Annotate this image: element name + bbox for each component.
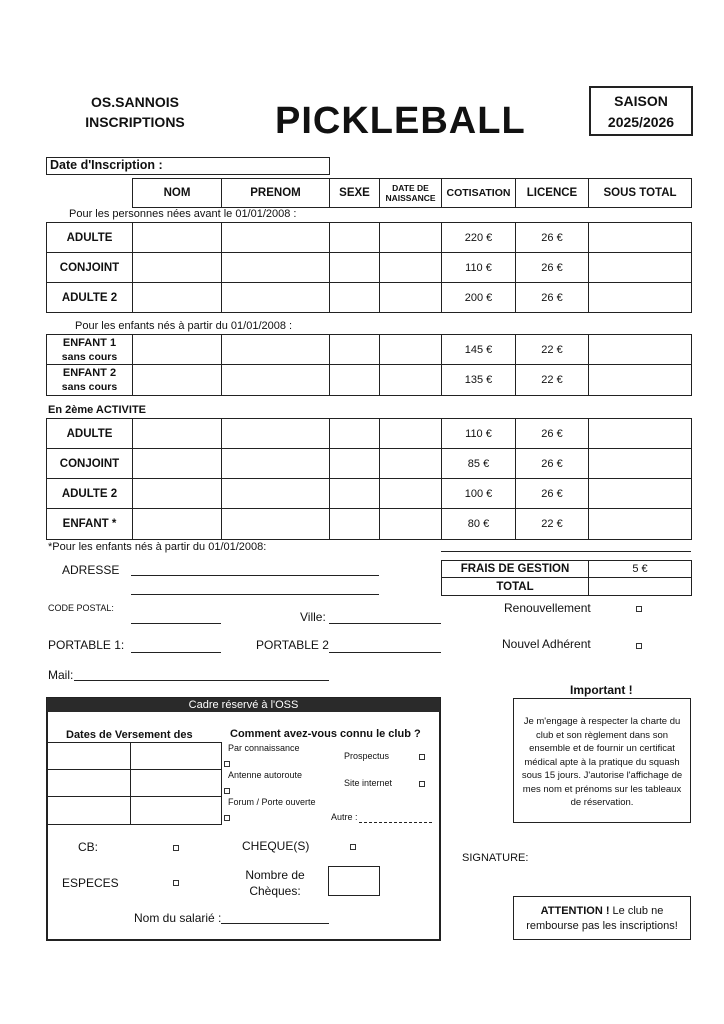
- cotisation-value: 85 €: [441, 448, 516, 479]
- season-box: [589, 86, 693, 136]
- cb-label: CB:: [78, 840, 99, 854]
- divider: [441, 551, 691, 552]
- portable1-label: PORTABLE 1:: [48, 638, 125, 652]
- prospectus-label: Prospectus: [344, 751, 390, 761]
- prenom-input[interactable]: [221, 508, 330, 540]
- row-label: CONJOINT: [46, 252, 133, 283]
- important-text: Je m'engage à respecter la charte du club et son règlement dans son ensemble et de fournir un certificat médical apte à la pratique du squash sous 15 jours. J'autorise l'affichage de mes nom et prénoms sur les tableaux de réservation.: [521, 716, 683, 808]
- sexe-input[interactable]: [329, 448, 380, 479]
- sexe-input[interactable]: [329, 418, 380, 449]
- club-line-2: INSCRIPTIONS: [85, 114, 185, 130]
- sous-total-input[interactable]: [588, 222, 692, 253]
- cotisation-value: 110 €: [441, 418, 516, 449]
- frais-label: FRAIS DE GESTION: [441, 560, 589, 578]
- licence-value: 22 €: [515, 508, 589, 540]
- cheques-label: CHEQUE(S): [242, 839, 310, 853]
- prospectus-checkbox[interactable]: [419, 754, 425, 760]
- licence-value: 26 €: [515, 252, 589, 283]
- nom-input[interactable]: [132, 334, 222, 365]
- attention-box: [513, 896, 691, 940]
- sous-total-input[interactable]: [588, 282, 692, 313]
- sous-total-input[interactable]: [588, 478, 692, 509]
- prenom-input[interactable]: [221, 282, 330, 313]
- especes-checkbox[interactable]: [173, 880, 179, 886]
- naissance-input[interactable]: [379, 508, 442, 540]
- cheques-checkbox[interactable]: [350, 844, 356, 850]
- versement-cell[interactable]: [47, 742, 131, 770]
- col-licence: LICENCE: [515, 178, 589, 208]
- sous-total-input[interactable]: [588, 364, 692, 396]
- dates-versement-label: Dates de Versement des: [66, 729, 193, 741]
- club-name: [70, 92, 200, 132]
- connu-label: Comment avez-vous connu le club ?: [230, 728, 421, 740]
- naissance-input[interactable]: [379, 478, 442, 509]
- autre-label: Autre :: [331, 812, 358, 822]
- forum-checkbox[interactable]: [224, 815, 230, 821]
- season-label: SAISON: [614, 93, 668, 109]
- sous-total-input[interactable]: [588, 418, 692, 449]
- row-label-sub: sans cours: [61, 381, 118, 393]
- licence-value: 26 €: [515, 282, 589, 313]
- sexe-input[interactable]: [329, 222, 380, 253]
- renouvellement-label: Renouvellement: [504, 601, 591, 615]
- versement-cell[interactable]: [130, 742, 222, 770]
- sexe-input[interactable]: [329, 508, 380, 540]
- licence-value: 26 €: [515, 222, 589, 253]
- nombre-cheques-label: [236, 867, 314, 899]
- nom-input[interactable]: [132, 418, 222, 449]
- cotisation-value: 145 €: [441, 334, 516, 365]
- versement-cell[interactable]: [47, 769, 131, 797]
- nom-input[interactable]: [132, 508, 222, 540]
- cotisation-value: 135 €: [441, 364, 516, 396]
- site-checkbox[interactable]: [419, 781, 425, 787]
- naissance-input[interactable]: [379, 418, 442, 449]
- nom-input[interactable]: [132, 282, 222, 313]
- nombre-line-2: Chèques:: [249, 884, 301, 898]
- nom-input[interactable]: [132, 448, 222, 479]
- antenne-label: Antenne autoroute: [228, 770, 303, 780]
- sexe-input[interactable]: [329, 282, 380, 313]
- row-label: ADULTE: [46, 222, 133, 253]
- cotisation-value: 220 €: [441, 222, 516, 253]
- attention-bold: ATTENTION !: [540, 905, 610, 917]
- date-inscription-field[interactable]: [46, 157, 330, 175]
- important-box: [513, 698, 691, 823]
- row-label: ADULTE 2: [46, 282, 133, 313]
- licence-value: 26 €: [515, 448, 589, 479]
- prenom-input[interactable]: [221, 334, 330, 365]
- naissance-input[interactable]: [379, 252, 442, 283]
- par-connaissance-label: Par connaissance: [228, 743, 300, 753]
- prenom-input[interactable]: [221, 222, 330, 253]
- second-activity-heading: En 2ème ACTIVITE: [48, 404, 147, 416]
- cb-checkbox[interactable]: [173, 845, 179, 851]
- nouvel-adherent-checkbox[interactable]: [636, 643, 642, 649]
- nombre-line-1: Nombre de: [245, 868, 305, 882]
- portable2-label: PORTABLE 2: [256, 638, 329, 652]
- season-value: 2025/2026: [607, 114, 675, 130]
- licence-value: 22 €: [515, 364, 589, 396]
- portable1-field[interactable]: [131, 652, 221, 653]
- versement-cell[interactable]: [47, 796, 131, 825]
- nom-input[interactable]: [132, 222, 222, 253]
- mail-field[interactable]: [74, 680, 329, 681]
- children-note: Pour les enfants nés à partir du 01/01/2008 :: [75, 320, 293, 332]
- nouvel-adherent-label: Nouvel Adhérent: [502, 637, 591, 651]
- prenom-input[interactable]: [221, 418, 330, 449]
- code-postal-label: CODE POSTAL:: [48, 603, 114, 613]
- sous-total-input[interactable]: [588, 334, 692, 365]
- col-prenom: PRENOM: [221, 178, 330, 208]
- row-label: ENFANT *: [46, 508, 133, 540]
- sexe-input[interactable]: [329, 252, 380, 283]
- col-sexe: SEXE: [329, 178, 380, 208]
- portable2-field[interactable]: [329, 652, 441, 653]
- row-label-main: ENFANT 2: [62, 367, 117, 379]
- versement-cell[interactable]: [130, 796, 222, 825]
- autre-field[interactable]: [359, 822, 432, 823]
- club-line-1: OS.SANNOIS: [91, 94, 179, 110]
- total-label: TOTAL: [441, 577, 589, 596]
- attention-text: Le club ne rembourse pas les inscriptions!: [526, 905, 678, 932]
- licence-value: 26 €: [515, 418, 589, 449]
- row-label: ADULTE: [46, 418, 133, 449]
- cotisation-value: 100 €: [441, 478, 516, 509]
- naissance-input[interactable]: [379, 222, 442, 253]
- page-title: PICKLEBALL: [275, 100, 526, 142]
- licence-value: 26 €: [515, 478, 589, 509]
- sexe-input[interactable]: [329, 334, 380, 365]
- antenne-checkbox[interactable]: [224, 788, 230, 794]
- cotisation-value: 80 €: [441, 508, 516, 540]
- sous-total-input[interactable]: [588, 448, 692, 479]
- col-date-naissance: DATE DE NAISSANCE: [379, 178, 442, 208]
- sous-total-input[interactable]: [588, 508, 692, 540]
- sexe-input[interactable]: [329, 364, 380, 396]
- adresse-line-2[interactable]: [131, 594, 379, 595]
- oss-title: Cadre réservé à l'OSS: [47, 698, 440, 712]
- nombre-cheques-field[interactable]: [328, 866, 380, 896]
- row-label: CONJOINT: [46, 448, 133, 479]
- footnote: *Pour les enfants nés à partir du 01/01/2008:: [48, 541, 267, 553]
- naissance-input[interactable]: [379, 282, 442, 313]
- forum-label: Forum / Porte ouverte: [228, 797, 316, 807]
- adresse-label: ADRESSE: [62, 563, 120, 577]
- row-label-main: ENFANT 1: [62, 336, 117, 349]
- prenom-input[interactable]: [221, 364, 330, 396]
- especes-label: ESPECES: [62, 876, 119, 890]
- signature-label: SIGNATURE:: [462, 852, 529, 864]
- col-cotisation: COTISATION: [441, 178, 516, 208]
- adresse-line-1[interactable]: [131, 575, 379, 576]
- prenom-input[interactable]: [221, 252, 330, 283]
- sexe-input[interactable]: [329, 478, 380, 509]
- cotisation-value: 110 €: [441, 252, 516, 283]
- date-inscription-label: Date d'Inscription :: [50, 158, 163, 172]
- sous-total-input[interactable]: [588, 252, 692, 283]
- naissance-input[interactable]: [379, 364, 442, 396]
- important-title: Important !: [570, 683, 633, 697]
- frais-value: 5 €: [588, 560, 692, 578]
- adults-note: Pour les personnes nées avant le 01/01/2008 :: [69, 208, 297, 220]
- row-label-sub: sans cours: [61, 350, 118, 363]
- naissance-input[interactable]: [379, 448, 442, 479]
- col-sous-total: SOUS TOTAL: [588, 178, 692, 208]
- ville-label: Ville:: [300, 610, 326, 624]
- renouvellement-checkbox[interactable]: [636, 606, 642, 612]
- nom-input[interactable]: [132, 478, 222, 509]
- site-label: Site internet: [344, 778, 393, 788]
- ville-field[interactable]: [329, 623, 441, 624]
- prenom-input[interactable]: [221, 448, 330, 479]
- total-input[interactable]: [588, 577, 692, 596]
- row-label: [46, 364, 133, 396]
- nom-input[interactable]: [132, 364, 222, 396]
- row-label: [46, 334, 133, 365]
- cotisation-value: 200 €: [441, 282, 516, 313]
- row-label: ADULTE 2: [46, 478, 133, 509]
- mail-label: Mail:: [48, 668, 74, 682]
- nom-input[interactable]: [132, 252, 222, 283]
- prenom-input[interactable]: [221, 478, 330, 509]
- salarie-field[interactable]: [221, 923, 329, 924]
- versement-cell[interactable]: [130, 769, 222, 797]
- naissance-input[interactable]: [379, 334, 442, 365]
- salarie-label: Nom du salarié :: [134, 911, 222, 925]
- licence-value: 22 €: [515, 334, 589, 365]
- col-nom: NOM: [132, 178, 222, 208]
- code-postal-field[interactable]: [131, 623, 221, 624]
- par-connaissance-checkbox[interactable]: [224, 761, 230, 767]
